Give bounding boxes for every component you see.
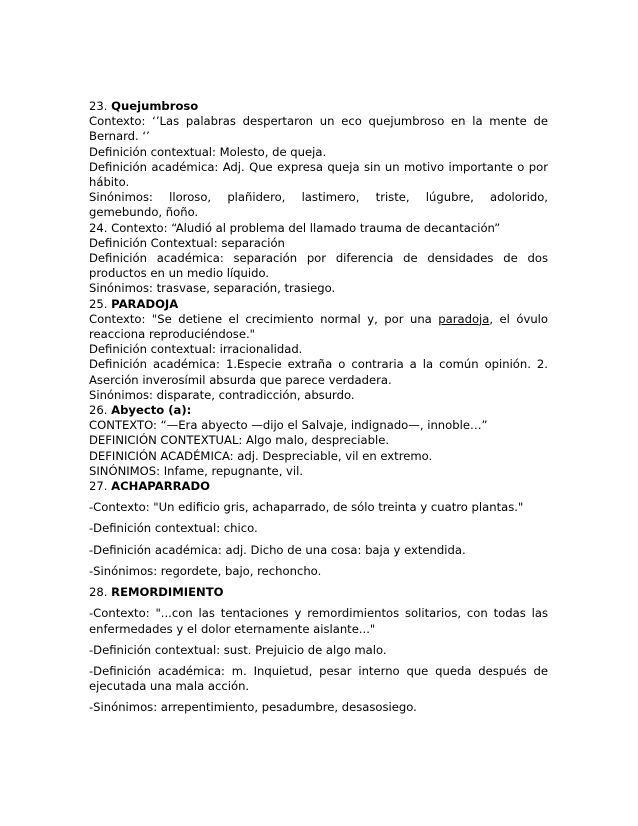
context-text: Contexto: "Se detiene el crecimiento normal y, por una [89, 311, 439, 326]
entry-contextual-definition: -Definición contextual: chico. [89, 521, 258, 536]
entry-25 [89, 297, 548, 403]
entry-number: 26. [89, 403, 108, 418]
entry-number: 28. [89, 585, 108, 600]
entry-context: -Contexto: "Un edificio gris, achaparrado, de sólo treinta y cuatro plantas." [89, 500, 524, 515]
entry-heading [89, 297, 548, 312]
entry-title: Abyecto (a): [111, 403, 192, 418]
entry-title: REMORDIMIENTO [111, 585, 224, 600]
entry-synonyms: -Sinónimos: regordete, bajo, rechoncho. [89, 563, 322, 578]
entry-academic-definition: -Definición académica: adj. Dicho de una cosa: baja y extendida. [89, 542, 466, 557]
entry-academic-definition: Definición académica: Adj. Que expresa queja sin un motivo importante o por hábito. [89, 159, 548, 190]
entry-number: 27. [89, 479, 108, 494]
underlined-word: paradoja [438, 311, 490, 326]
entry-academic-definition: Definición académica: separación por diferencia de densidades de dos productos en un medio líquido. [89, 251, 548, 281]
entry-academic-definition: Definición académica: 1.Especie extraña o contraria a la común opinión. 2. Aserción inverosímil absurda que parece verdadera. [89, 357, 548, 387]
entry-heading [89, 99, 548, 114]
context-text: , el óvulo reacciona reproduciéndose." [89, 311, 548, 342]
entry-contextual-definition: DEFINICIÓN CONTEXTUAL: Algo malo, despreciable. [89, 433, 390, 448]
entry-context [89, 312, 548, 342]
entry-title: ACHAPARRADO [111, 479, 211, 494]
entry-26 [89, 403, 548, 479]
entry-contextual-definition: Definición Contextual: separación [89, 235, 285, 250]
entry-synonyms: Sinónimos: trasvase, separación, trasiego. [89, 281, 336, 296]
entry-heading [89, 479, 548, 494]
entry-number: 25. [89, 296, 108, 311]
entry-synonyms: Sinónimos: lloroso, plañidero, lastimero, triste, lúgubre, adolorido, gemebundo, ñoño. [89, 190, 548, 220]
entry-27 [89, 479, 548, 579]
entry-synonyms: -Sinónimos: arrepentimiento, pesadumbre, desasosiego. [89, 700, 417, 715]
entry-context: -Contexto: "...con las tentaciones y remordimientos solitarios, con todas las enfermedades y el dolor eternamente aislante..." [89, 606, 548, 636]
entry-heading [89, 403, 548, 418]
document-page [89, 99, 548, 716]
entry-title: Quejumbroso [111, 99, 199, 113]
entry-23 [89, 99, 548, 221]
entry-heading [89, 585, 548, 600]
entry-24 [89, 221, 548, 297]
entry-title: PARADOJA [111, 296, 179, 311]
entry-number: 23. [89, 99, 108, 113]
entry-synonyms: SINÓNIMOS: Infame, repugnante, vil. [89, 463, 304, 478]
entry-context: 24. Contexto: “Aludió al problema del llamado trauma de decantación” [89, 220, 501, 235]
entry-contextual-definition: Definición contextual: irracionalidad. [89, 342, 303, 357]
entry-academic-definition: -Definición académica: m. Inquietud, pesar interno que queda después de ejecutada una mala acción. [89, 663, 548, 694]
entry-contextual-definition: -Definición contextual: sust. Prejuicio de algo malo. [89, 642, 387, 657]
entry-28 [89, 585, 548, 715]
entry-academic-definition: DEFINICIÓN ACADÉMICA: adj. Despreciable, vil en extremo. [89, 448, 433, 463]
entry-context: CONTEXTO: “—Era abyecto —dijo el Salvaje, indignado—, innoble…” [89, 418, 488, 433]
entry-contextual-definition: Definición contextual: Molesto, de queja. [89, 144, 327, 159]
entry-context: Contexto: ‘’Las palabras despertaron un eco quejumbroso en la mente de Bernard. ‘’ [89, 114, 548, 144]
entry-synonyms: Sinónimos: disparate, contradicción, absurdo. [89, 387, 355, 402]
